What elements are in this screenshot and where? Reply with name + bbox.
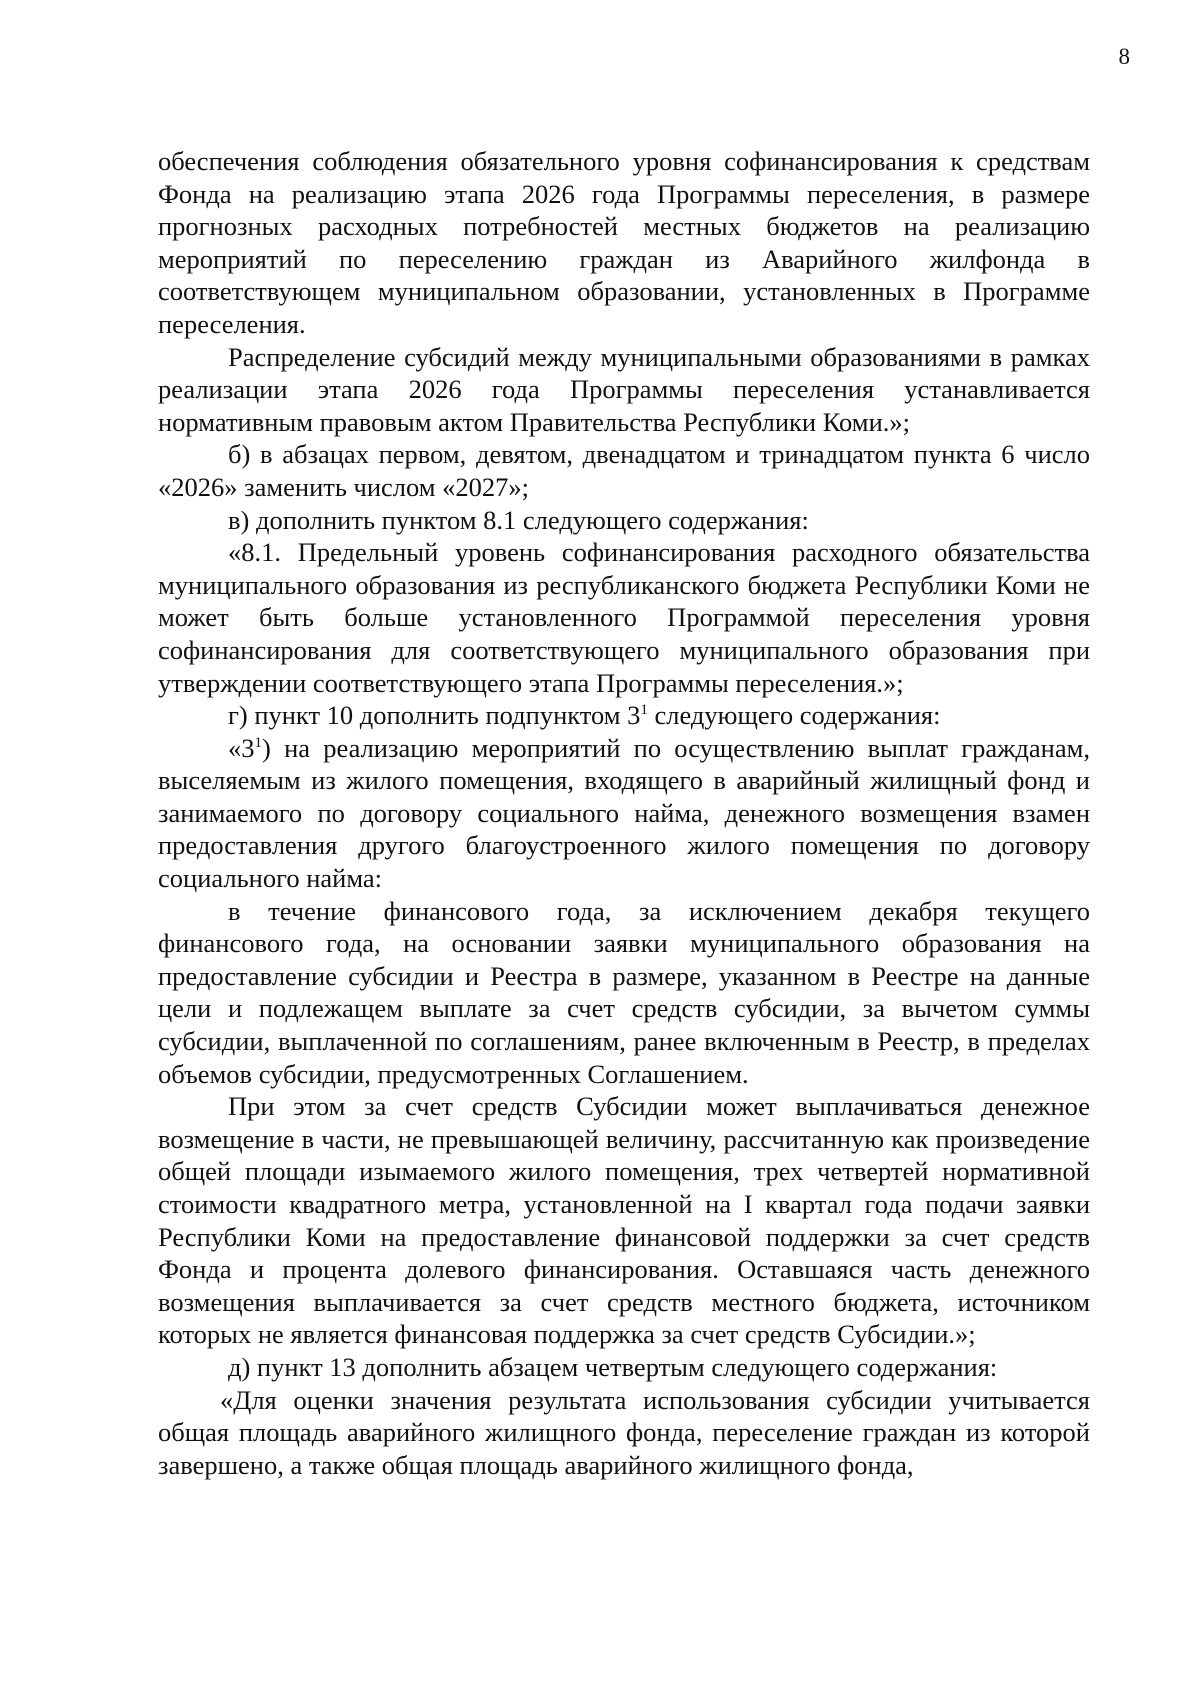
paragraph-6-before: г) пункт 10 дополнить подпунктом 3	[228, 700, 641, 731]
paragraph-6	[158, 699, 1090, 732]
document-body	[158, 145, 1090, 1481]
paragraph-7-after: ) на реализацию мероприятий по осуществлению выплат гражданам, выселяемым из жилого помещения, входящего в аварийный жилищный фонд и занимаемого по договору социального найма, денежного возмещения взамен предоставления другого благоустроенного жилого помещения по договору социального найма:	[158, 732, 1090, 894]
paragraph-8: в течение финансового года, за исключением декабря текущего финансового года, на основании заявки муниципального образования на предоставление субсидии и Реестра в размере, указанном в Реестре на данные цели и подлежащем выплате за счет средств субсидии, за вычетом суммы субсидии, выплаченной по соглашениям, ранее включенным в Реестр, в пределах объемов субсидии, предусмотренных Соглашением.	[158, 895, 1090, 1089]
paragraph-6-superscript: 1	[640, 702, 648, 719]
paragraph-1: обеспечения соблюдения обязательного уровня софинансирования к средствам Фонда на реализацию этапа 2026 года Программы переселения, в размере прогнозных расходных потребностей местных бюджетов на реализацию мероприятий по переселению граждан из Аварийного жилфонда в соответствующем муниципальном образовании, установленных в Программе переселения.	[158, 146, 1090, 339]
paragraph-10: д) пункт 13 дополнить абзацем четвертым следующего содержания:	[228, 1351, 998, 1382]
paragraph-4: в) дополнить пунктом 8.1 следующего содержания:	[228, 504, 809, 535]
paragraph-7-superscript: 1	[254, 734, 262, 751]
paragraph-5: «8.1. Предельный уровень софинансирования расходного обязательства муниципального образования из республиканского бюджета Республики Коми не может быть больше установленного Программой переселения уровня софинансирования для соответствующего муниципального образования при утверждении соответствующего этапа Программы переселения.»;	[158, 537, 1090, 698]
paragraph-11: «Для оценки значения результата использования субсидии учитывается общая площадь аварийного жилищного фонда, переселение граждан из которой завершено, а также общая площадь аварийного жилищного фонда,	[158, 1384, 1090, 1480]
paragraph-2: Распределение субсидий между муниципальными образованиями в рамках реализации этапа 2026 года Программы переселения устанавливается нормативным правовым актом Правительства Республики Коми.»;	[158, 341, 1090, 437]
paragraph-7	[158, 732, 1090, 895]
paragraph-9: При этом за счет средств Субсидии может выплачиваться денежное возмещение в части, не превышающей величину, рассчитанную как произведение общей площади изымаемого жилого помещения, трех четвертей нормативной стоимости квадратного метра, установленной на I квартал года подачи заявки Республики Коми на предоставление финансовой поддержки за счет средств Фонда и процента долевого финансирования. Оставшаяся часть денежного возмещения выплачивается за счет средств местного бюджета, источником которых не является финансовая поддержка за счет средств Субсидии.»;	[158, 1091, 1090, 1350]
paragraph-6-after: следующего содержания:	[647, 700, 941, 731]
paragraph-3: б) в абзацах первом, девятом, двенадцатом и тринадцатом пункта 6 число «2026» заменить числом «2027»;	[158, 439, 1090, 502]
page-number: 8	[1118, 44, 1130, 69]
paragraph-7-before: «3	[228, 732, 255, 763]
